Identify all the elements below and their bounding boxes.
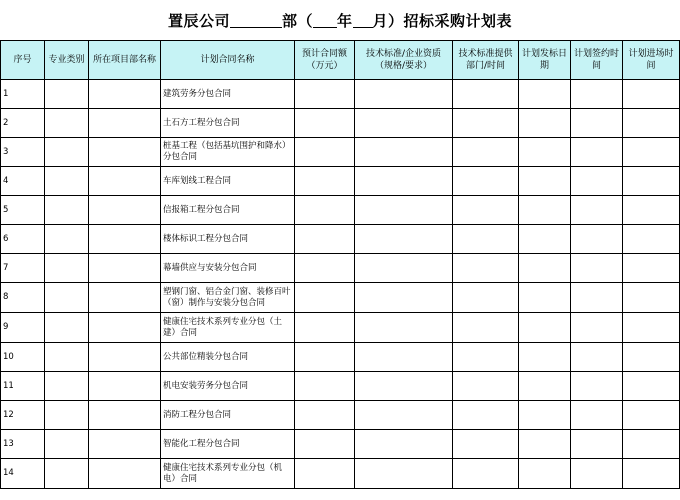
empty-cell[interactable] (623, 109, 680, 138)
empty-cell[interactable] (623, 430, 680, 459)
empty-cell[interactable] (295, 313, 355, 343)
empty-cell[interactable] (89, 254, 161, 283)
empty-cell[interactable] (45, 80, 89, 109)
empty-cell[interactable] (45, 196, 89, 225)
table-row (1, 138, 680, 167)
contract-name-cell[interactable]: 楼体标识工程分包合同 (161, 225, 295, 254)
empty-cell[interactable] (571, 343, 623, 372)
empty-cell[interactable] (571, 138, 623, 167)
empty-cell[interactable] (571, 313, 623, 343)
empty-cell[interactable] (519, 225, 571, 254)
table-row (1, 313, 680, 343)
table-row (1, 459, 680, 489)
table-row (1, 225, 680, 254)
row-number-cell[interactable]: 1 (1, 80, 45, 109)
empty-cell[interactable] (519, 430, 571, 459)
empty-cell[interactable] (623, 343, 680, 372)
empty-cell[interactable] (89, 343, 161, 372)
procurement-plan-table (0, 40, 680, 489)
empty-cell[interactable] (45, 283, 89, 313)
empty-cell[interactable] (453, 459, 519, 489)
empty-cell[interactable] (89, 283, 161, 313)
empty-cell[interactable] (519, 196, 571, 225)
empty-cell[interactable] (519, 372, 571, 401)
table-row (1, 80, 680, 109)
header-cell: 预计合同额（万元） (295, 41, 355, 80)
contract-name-cell[interactable]: 建筑劳务分包合同 (161, 80, 295, 109)
row-number-cell[interactable]: 6 (1, 225, 45, 254)
header-cell: 序号 (1, 41, 45, 80)
empty-cell[interactable] (355, 109, 453, 138)
empty-cell[interactable] (295, 430, 355, 459)
empty-cell[interactable] (89, 80, 161, 109)
empty-cell[interactable] (623, 80, 680, 109)
table-row (1, 372, 680, 401)
empty-cell[interactable] (355, 430, 453, 459)
dept-blank (230, 13, 282, 28)
empty-cell[interactable] (519, 138, 571, 167)
empty-cell[interactable] (355, 80, 453, 109)
table-row (1, 401, 680, 430)
contract-name-cell[interactable]: 健康住宅技术系列专业分包（机电）合同 (161, 459, 295, 489)
empty-cell[interactable] (519, 283, 571, 313)
empty-cell[interactable] (519, 80, 571, 109)
empty-cell[interactable] (355, 313, 453, 343)
contract-name-cell[interactable]: 消防工程分包合同 (161, 401, 295, 430)
table-row (1, 254, 680, 283)
title-month: 月） (372, 11, 404, 30)
empty-cell[interactable] (45, 401, 89, 430)
empty-cell[interactable] (519, 459, 571, 489)
header-cell: 计划签约时间 (571, 41, 623, 80)
header-cell: 计划发标日期 (519, 41, 571, 80)
header-cell: 所在项目部名称 (89, 41, 161, 80)
row-number-cell[interactable]: 3 (1, 138, 45, 167)
empty-cell[interactable] (623, 401, 680, 430)
empty-cell[interactable] (295, 109, 355, 138)
empty-cell[interactable] (355, 167, 453, 196)
contract-name-cell[interactable]: 智能化工程分包合同 (161, 430, 295, 459)
empty-cell[interactable] (295, 372, 355, 401)
empty-cell[interactable] (453, 343, 519, 372)
empty-cell[interactable] (355, 283, 453, 313)
empty-cell[interactable] (295, 80, 355, 109)
empty-cell[interactable] (571, 167, 623, 196)
row-number-cell[interactable]: 7 (1, 254, 45, 283)
empty-cell[interactable] (571, 283, 623, 313)
empty-cell[interactable] (519, 313, 571, 343)
empty-cell[interactable] (571, 459, 623, 489)
header-cell: 技术标准提供部门/时间 (453, 41, 519, 80)
empty-cell[interactable] (571, 254, 623, 283)
row-number-cell[interactable]: 4 (1, 167, 45, 196)
empty-cell[interactable] (623, 196, 680, 225)
empty-cell[interactable] (623, 459, 680, 489)
empty-cell[interactable] (623, 313, 680, 343)
empty-cell[interactable] (453, 254, 519, 283)
empty-cell[interactable] (519, 167, 571, 196)
empty-cell[interactable] (89, 313, 161, 343)
contract-name-cell[interactable]: 幕墙供应与安装分包合同 (161, 254, 295, 283)
title-company: 置辰公司 (167, 11, 230, 30)
empty-cell[interactable] (519, 109, 571, 138)
empty-cell[interactable] (355, 254, 453, 283)
title-suffix: 招标采购计划表 (403, 11, 513, 30)
empty-cell[interactable] (623, 167, 680, 196)
empty-cell[interactable] (571, 372, 623, 401)
empty-cell[interactable] (355, 343, 453, 372)
empty-cell[interactable] (89, 459, 161, 489)
header-cell: 计划进场时间 (623, 41, 680, 80)
row-number-cell[interactable]: 10 (1, 343, 45, 372)
empty-cell[interactable] (355, 401, 453, 430)
row-number-cell[interactable]: 11 (1, 372, 45, 401)
empty-cell[interactable] (45, 313, 89, 343)
year-blank (313, 13, 337, 28)
row-number-cell[interactable]: 14 (1, 459, 45, 489)
title-year: 年 (336, 11, 353, 30)
empty-cell[interactable] (519, 401, 571, 430)
empty-cell[interactable] (623, 372, 680, 401)
header-cell: 专业类别 (45, 41, 89, 80)
empty-cell[interactable] (453, 225, 519, 254)
empty-cell[interactable] (45, 254, 89, 283)
empty-cell[interactable] (453, 109, 519, 138)
empty-cell[interactable] (519, 343, 571, 372)
empty-cell[interactable] (89, 138, 161, 167)
row-number-cell[interactable]: 12 (1, 401, 45, 430)
empty-cell[interactable] (453, 313, 519, 343)
empty-cell[interactable] (45, 343, 89, 372)
empty-cell[interactable] (295, 225, 355, 254)
empty-cell[interactable] (623, 283, 680, 313)
empty-cell[interactable] (89, 401, 161, 430)
empty-cell[interactable] (453, 401, 519, 430)
table-row (1, 109, 680, 138)
empty-cell[interactable] (89, 430, 161, 459)
contract-name-cell[interactable]: 公共部位精装分包合同 (161, 343, 295, 372)
empty-cell[interactable] (571, 196, 623, 225)
contract-name-cell[interactable]: 机电安装劳务分包合同 (161, 372, 295, 401)
table-row (1, 283, 680, 313)
table-row (1, 430, 680, 459)
empty-cell[interactable] (453, 167, 519, 196)
empty-cell[interactable] (571, 80, 623, 109)
header-cell: 计划合同名称 (161, 41, 295, 80)
empty-cell[interactable] (45, 372, 89, 401)
empty-cell[interactable] (89, 372, 161, 401)
empty-cell[interactable] (571, 401, 623, 430)
table-row (1, 343, 680, 372)
empty-cell[interactable] (45, 138, 89, 167)
row-number-cell[interactable]: 5 (1, 196, 45, 225)
empty-cell[interactable] (295, 196, 355, 225)
empty-cell[interactable] (355, 459, 453, 489)
empty-cell[interactable] (295, 167, 355, 196)
contract-name-cell[interactable]: 桩基工程（包括基坑围护和降水）分包合同 (161, 138, 295, 167)
empty-cell[interactable] (89, 196, 161, 225)
empty-cell[interactable] (89, 167, 161, 196)
empty-cell[interactable] (45, 459, 89, 489)
row-number-cell[interactable]: 13 (1, 430, 45, 459)
row-number-cell[interactable]: 8 (1, 283, 45, 313)
empty-cell[interactable] (355, 196, 453, 225)
row-number-cell[interactable]: 9 (1, 313, 45, 343)
contract-name-cell[interactable]: 塑钢门窗、铝合金门窗、装修百叶（窗）制作与安装分包合同 (161, 283, 295, 313)
contract-name-cell[interactable]: 信报箱工程分包合同 (161, 196, 295, 225)
table-body (1, 80, 680, 489)
empty-cell[interactable] (623, 254, 680, 283)
empty-cell[interactable] (295, 401, 355, 430)
empty-cell[interactable] (295, 138, 355, 167)
empty-cell[interactable] (89, 109, 161, 138)
title-dept-suffix: 部（ (281, 11, 313, 30)
empty-cell[interactable] (295, 343, 355, 372)
empty-cell[interactable] (89, 225, 161, 254)
empty-cell[interactable] (571, 109, 623, 138)
table-row (1, 196, 680, 225)
header-row (1, 41, 680, 80)
empty-cell[interactable] (453, 430, 519, 459)
page-title (0, 0, 680, 40)
empty-cell[interactable] (295, 459, 355, 489)
month-blank (353, 13, 373, 28)
empty-cell[interactable] (571, 225, 623, 254)
empty-cell[interactable] (45, 167, 89, 196)
empty-cell[interactable] (45, 430, 89, 459)
empty-cell[interactable] (623, 225, 680, 254)
empty-cell[interactable] (295, 283, 355, 313)
empty-cell[interactable] (45, 109, 89, 138)
empty-cell[interactable] (519, 254, 571, 283)
empty-cell[interactable] (355, 138, 453, 167)
empty-cell[interactable] (355, 372, 453, 401)
empty-cell[interactable] (453, 138, 519, 167)
empty-cell[interactable] (453, 283, 519, 313)
empty-cell[interactable] (453, 80, 519, 109)
table-row (1, 167, 680, 196)
empty-cell[interactable] (623, 138, 680, 167)
empty-cell[interactable] (45, 225, 89, 254)
row-number-cell[interactable]: 2 (1, 109, 45, 138)
empty-cell[interactable] (453, 196, 519, 225)
header-cell: 技术标准/企业资质（规格/要求） (355, 41, 453, 80)
contract-name-cell[interactable]: 土石方工程分包合同 (161, 109, 295, 138)
empty-cell[interactable] (453, 372, 519, 401)
empty-cell[interactable] (295, 254, 355, 283)
contract-name-cell[interactable]: 健康住宅技术系列专业分包（土建）合同 (161, 313, 295, 343)
empty-cell[interactable] (571, 430, 623, 459)
empty-cell[interactable] (355, 225, 453, 254)
contract-name-cell[interactable]: 车库划线工程合同 (161, 167, 295, 196)
